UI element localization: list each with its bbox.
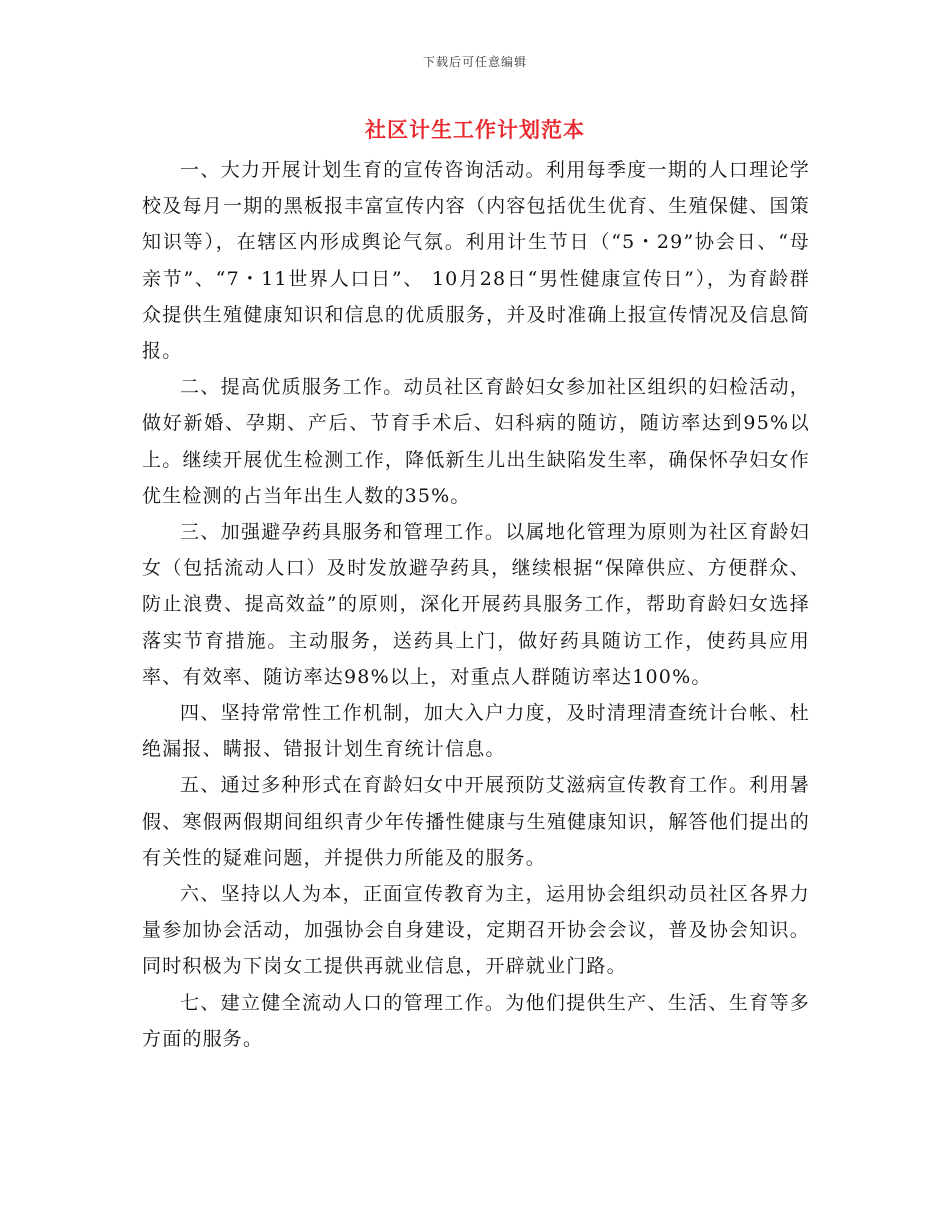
header-note: 下载后可任意编辑 (422, 55, 527, 69)
paragraph-3: 三、加强避孕药具服务和管理工作。以属地化管理为原则为社区育龄妇女（包括流动人口）及时发放避孕药具，继续根据“保障供应、方便群众、防止浪费、提高效益”的原则，深化开展药具服务工作，帮助育龄妇女选择落实节育措施。主动服务，送药具上门，做好药具随访工作，使药具应用率、有效率、随访率达98%以上，对重点人群随访率达100%。 (142, 521, 810, 688)
paragraph-2: 二、提高优质服务工作。动员社区育龄妇女参加社区组织的妇检活动，做好新婚、孕期、产后、节育手术后、妇科病的随访，随访率达到95%以上。继续开展优生检测工作，降低新生儿出生缺陷发生率，确保怀孕妇女作优生检测的占当年出生人数的35%。 (142, 376, 810, 507)
paragraph-6: 六、坚持以人为本，正面宣传教育为主，运用协会组织动员社区各界力量参加协会活动，加强协会自身建设，定期召开协会会议，普及协会知识。同时积极为下岗女工提供再就业信息，开辟就业门路。 (142, 883, 810, 978)
document-title: 社区计生工作计划范本 (365, 117, 585, 142)
paragraph-4: 四、坚持常常性工作机制，加大入户力度，及时清理清查统计台帐、杜绝漏报、瞒报、错报计划生育统计信息。 (142, 702, 810, 761)
paragraph-5: 五、通过多种形式在育龄妇女中开展预防艾滋病宣传教育工作。利用暑假、寒假两假期间组织青少年传播性健康与生殖健康知识，解答他们提出的有关性的疑难问题，并提供力所能及的服务。 (142, 774, 810, 869)
document-body (142, 152, 810, 1057)
paragraph-7: 七、建立健全流动人口的管理工作。为他们提供生产、生活、生育等多方面的服务。 (142, 991, 810, 1050)
paragraph-1: 一、大力开展计划生育的宣传咨询活动。利用每季度一期的人口理论学校及每月一期的黑板报丰富宣传内容（内容包括优生优育、生殖保健、国策知识等），在辖区内形成舆论气氛。利用计生节日（“5・29”协会日、“母亲节”、“7・11世界人口日”、 10月28日“男性健康宣传日”），为育龄群众提供生殖健康知识和信息的优质服务，并及时准确上报宣传情况及信息简报。 (142, 159, 810, 363)
